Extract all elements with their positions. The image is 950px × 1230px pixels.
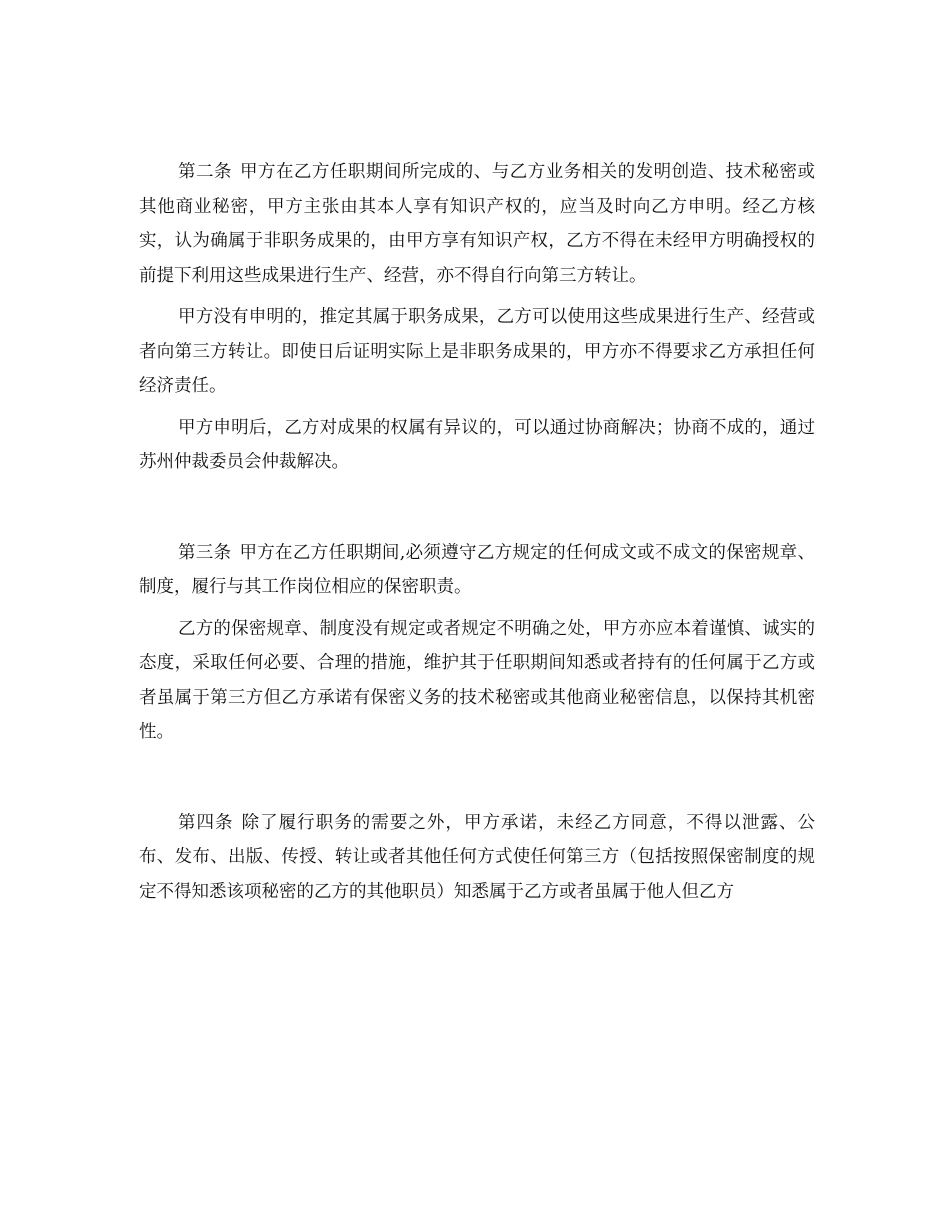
article-4-heading: 第四条 bbox=[178, 812, 234, 833]
article-3-paragraph-1 bbox=[139, 536, 815, 605]
article-4-paragraph-1 bbox=[139, 806, 815, 910]
article-3-paragraph-2: 乙方的保密规章、制度没有规定或者规定不明确之处，甲方亦应本着谨慎、诚实的态度，采取任何必要、合理的措施，维护其于任职期间知悉或者持有的任何属于乙方或者虽属于第三方但乙方承诺有保密义务的技术秘密或其他商业秘密信息，以保持其机密性。 bbox=[139, 618, 815, 742]
article-3-text-1: 甲方在乙方任职期间,必须遵守乙方规定的任何成文或不成文的保密规章、制度，履行与其工作岗位相应的保密职责。 bbox=[139, 542, 815, 597]
article-2-heading: 第二条 bbox=[178, 162, 232, 182]
article-4 bbox=[139, 806, 815, 910]
article-2-paragraph-2: 甲方没有申明的，推定其属于职务成果，乙方可以使用这些成果进行生产、经营或者向第三方转让。即使日后证明实际上是非职务成果的，甲方亦不得要求乙方承担任何经济责任。 bbox=[139, 307, 815, 396]
article-2-text-1: 甲方在乙方任职期间所完成的、与乙方业务相关的发明创造、技术秘密或其他商业秘密，甲方主张由其本人享有知识产权的，应当及时向乙方申明。经乙方核实，认为确属于非职务成果的，由甲方享有知识产权，乙方不得在未经甲方明确授权的前提下利用这些成果进行生产、经营，亦不得自行向第三方转让。 bbox=[139, 162, 816, 286]
document-body bbox=[139, 155, 815, 916]
article-4-text-1: 除了履行职务的需要之外，甲方承诺，未经乙方同意，不得以泄露、公布、发布、出版、传授、转让或者其他任何方式使任何第三方（包括按照保密制度的规定不得知悉该项秘密的乙方的其他职员）知悉属于乙方或者虽属于他人但乙方 bbox=[139, 812, 816, 902]
article-3-heading: 第三条 bbox=[178, 542, 232, 563]
article-2-paragraph-3: 甲方申明后，乙方对成果的权属有异议的，可以通过协商解决；协商不成的，通过苏州仲裁委员会仲裁解决。 bbox=[139, 417, 815, 472]
article-2-paragraph-1 bbox=[139, 155, 815, 293]
article-3 bbox=[139, 536, 815, 750]
article-2 bbox=[139, 155, 815, 480]
